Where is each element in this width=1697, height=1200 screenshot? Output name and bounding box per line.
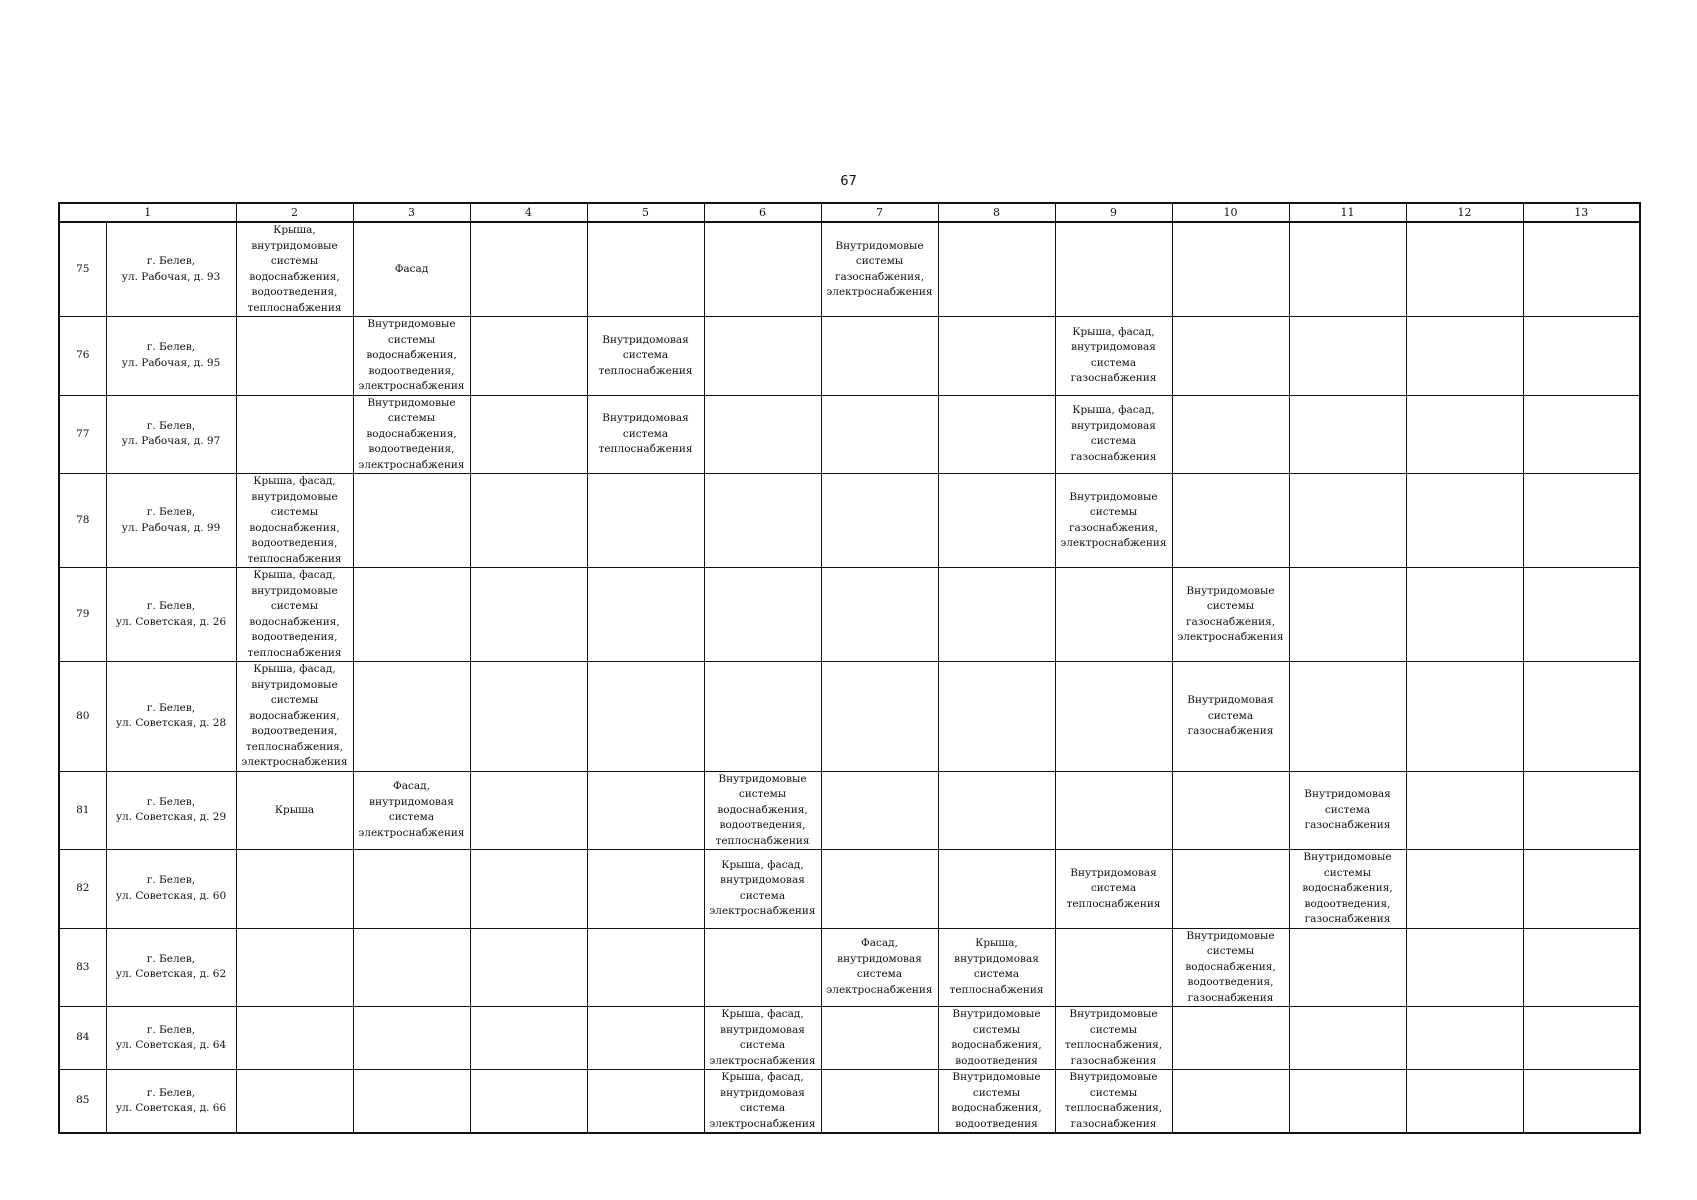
- work-cell: [1289, 474, 1406, 568]
- row-number-cell: 76: [59, 317, 106, 396]
- work-cell: [1289, 1007, 1406, 1070]
- row-number-cell: 81: [59, 771, 106, 850]
- row-number-cell: 79: [59, 568, 106, 662]
- work-cell: Внутридомовые системы газоснабжения, электроснабжения: [821, 222, 938, 317]
- work-cell: [1172, 1070, 1289, 1134]
- work-cell: Крыша: [236, 771, 353, 850]
- work-cell: [1406, 568, 1523, 662]
- row-number-cell: 78: [59, 474, 106, 568]
- work-cell: [587, 222, 704, 317]
- row-number-cell: 85: [59, 1070, 106, 1134]
- work-cell: [1289, 568, 1406, 662]
- work-cell: [470, 568, 587, 662]
- work-cell: [1523, 395, 1640, 474]
- work-cell: [1523, 771, 1640, 850]
- work-cell: [821, 850, 938, 929]
- column-number-header: 1: [59, 203, 236, 222]
- work-cell: [704, 222, 821, 317]
- address-cell: г. Белев, ул. Советская, д. 29: [106, 771, 236, 850]
- work-cell: Внутридомовая система теплоснабжения: [587, 317, 704, 396]
- work-cell: Внутридомовые системы водоснабжения, водоотведения, теплоснабжения: [704, 771, 821, 850]
- work-cell: [1406, 474, 1523, 568]
- work-cell: [1406, 771, 1523, 850]
- work-cell: [1406, 662, 1523, 772]
- work-cell: Внутридомовые системы водоснабжения, водоотведения, газоснабжения: [1172, 928, 1289, 1007]
- work-cell: [1523, 928, 1640, 1007]
- work-cell: [1289, 222, 1406, 317]
- address-cell: г. Белев, ул. Советская, д. 66: [106, 1070, 236, 1134]
- work-cell: [236, 317, 353, 396]
- work-cell: [587, 928, 704, 1007]
- column-number-header: 3: [353, 203, 470, 222]
- work-cell: [1406, 1007, 1523, 1070]
- work-cell: [470, 317, 587, 396]
- work-cell: [938, 568, 1055, 662]
- work-cell: [353, 568, 470, 662]
- work-cell: [353, 662, 470, 772]
- work-cell: [1289, 662, 1406, 772]
- work-cell: Внутридомовые системы водоснабжения, водоотведения, электроснабжения: [353, 395, 470, 474]
- work-cell: Крыша, внутридомовая система теплоснабжения: [938, 928, 1055, 1007]
- work-cell: [1055, 222, 1172, 317]
- work-cell: [353, 1007, 470, 1070]
- row-number-cell: 83: [59, 928, 106, 1007]
- work-cell: [587, 771, 704, 850]
- work-cell: [938, 395, 1055, 474]
- work-cell: Фасад: [353, 222, 470, 317]
- work-cell: [821, 1070, 938, 1134]
- work-cell: [704, 662, 821, 772]
- work-cell: [1289, 928, 1406, 1007]
- table-row: [59, 474, 1640, 568]
- work-cell: [353, 1070, 470, 1134]
- work-cell: [470, 771, 587, 850]
- work-cell: [470, 662, 587, 772]
- column-number-header: 11: [1289, 203, 1406, 222]
- table-row: [59, 662, 1640, 772]
- work-cell: [1523, 317, 1640, 396]
- work-cell: [353, 850, 470, 929]
- work-cell: [1055, 662, 1172, 772]
- work-cell: [1172, 850, 1289, 929]
- work-cell: [821, 568, 938, 662]
- work-cell: Внутридомовые системы теплоснабжения, газоснабжения: [1055, 1070, 1172, 1134]
- column-number-header: 9: [1055, 203, 1172, 222]
- work-cell: [1172, 474, 1289, 568]
- work-cell: Внутридомовые системы водоснабжения, водоотведения: [938, 1007, 1055, 1070]
- work-cell: [821, 317, 938, 396]
- column-number-header: 2: [236, 203, 353, 222]
- repair-schedule-table: [58, 202, 1641, 1134]
- work-cell: [1172, 771, 1289, 850]
- work-cell: [1523, 222, 1640, 317]
- work-cell: Внутридомовые системы водоснабжения, водоотведения, газоснабжения: [1289, 850, 1406, 929]
- work-cell: Крыша, внутридомовые системы водоснабжения, водоотведения, теплоснабжения: [236, 222, 353, 317]
- work-cell: Крыша, фасад, внутридомовая система электроснабжения: [704, 1007, 821, 1070]
- work-cell: [1523, 1007, 1640, 1070]
- column-number-header: 12: [1406, 203, 1523, 222]
- work-cell: [704, 317, 821, 396]
- address-cell: г. Белев, ул. Советская, д. 28: [106, 662, 236, 772]
- row-number-cell: 75: [59, 222, 106, 317]
- work-cell: [587, 474, 704, 568]
- work-cell: [470, 928, 587, 1007]
- work-cell: [1172, 222, 1289, 317]
- work-cell: [1172, 317, 1289, 396]
- column-number-header: 6: [704, 203, 821, 222]
- table-row: [59, 317, 1640, 396]
- row-number-cell: 82: [59, 850, 106, 929]
- work-cell: [587, 850, 704, 929]
- work-cell: [821, 662, 938, 772]
- work-cell: Фасад, внутридомовая система электроснабжения: [821, 928, 938, 1007]
- address-cell: г. Белев, ул. Рабочая, д. 99: [106, 474, 236, 568]
- table-row: [59, 395, 1640, 474]
- work-cell: [821, 395, 938, 474]
- address-cell: г. Белев, ул. Рабочая, д. 93: [106, 222, 236, 317]
- address-cell: г. Белев, ул. Рабочая, д. 95: [106, 317, 236, 396]
- column-number-header: 10: [1172, 203, 1289, 222]
- work-cell: [236, 928, 353, 1007]
- row-number-cell: 80: [59, 662, 106, 772]
- work-cell: Внутридомовые системы водоснабжения, водоотведения, электроснабжения: [353, 317, 470, 396]
- work-cell: Крыша, фасад, внутридомовые системы водоснабжения, водоотведения, теплоснабжения: [236, 568, 353, 662]
- table-body: [59, 203, 1640, 1133]
- work-cell: [1172, 395, 1289, 474]
- work-cell: Внутридомовые системы теплоснабжения, газоснабжения: [1055, 1007, 1172, 1070]
- work-cell: [1289, 1070, 1406, 1134]
- work-cell: Внутридомовая система газоснабжения: [1289, 771, 1406, 850]
- address-cell: г. Белев, ул. Советская, д. 26: [106, 568, 236, 662]
- page-number: 67: [840, 174, 857, 189]
- work-cell: Внутридомовые системы газоснабжения, электроснабжения: [1055, 474, 1172, 568]
- work-cell: [1055, 928, 1172, 1007]
- work-cell: [236, 1070, 353, 1134]
- work-cell: Внутридомовые системы газоснабжения, электроснабжения: [1172, 568, 1289, 662]
- work-cell: Внутридомовая система теплоснабжения: [587, 395, 704, 474]
- work-cell: [236, 850, 353, 929]
- work-cell: Крыша, фасад, внутридомовая система электроснабжения: [704, 850, 821, 929]
- address-cell: г. Белев, ул. Советская, д. 62: [106, 928, 236, 1007]
- work-cell: [938, 474, 1055, 568]
- work-cell: [470, 222, 587, 317]
- work-cell: Внутридомовые системы водоснабжения, водоотведения: [938, 1070, 1055, 1134]
- work-cell: [821, 474, 938, 568]
- work-cell: Крыша, фасад, внутридомовая система газоснабжения: [1055, 395, 1172, 474]
- work-cell: [1523, 662, 1640, 772]
- work-cell: [587, 1007, 704, 1070]
- work-cell: [704, 395, 821, 474]
- work-cell: [1055, 771, 1172, 850]
- work-cell: [587, 662, 704, 772]
- work-cell: [470, 395, 587, 474]
- work-cell: [470, 1070, 587, 1134]
- work-cell: [1523, 850, 1640, 929]
- work-cell: [1523, 568, 1640, 662]
- work-cell: Внутридомовая система теплоснабжения: [1055, 850, 1172, 929]
- work-cell: [236, 1007, 353, 1070]
- work-cell: [938, 317, 1055, 396]
- work-cell: [1523, 474, 1640, 568]
- work-cell: [704, 928, 821, 1007]
- work-cell: [938, 850, 1055, 929]
- work-cell: Фасад, внутридомовая система электроснабжения: [353, 771, 470, 850]
- work-cell: [1406, 317, 1523, 396]
- work-cell: [1406, 395, 1523, 474]
- table-row: [59, 928, 1640, 1007]
- work-cell: [1172, 1007, 1289, 1070]
- table-row: [59, 568, 1640, 662]
- row-number-cell: 84: [59, 1007, 106, 1070]
- work-cell: [353, 474, 470, 568]
- work-cell: [1406, 850, 1523, 929]
- column-number-header: 8: [938, 203, 1055, 222]
- work-cell: [587, 568, 704, 662]
- work-cell: [1055, 568, 1172, 662]
- work-cell: [938, 662, 1055, 772]
- work-cell: [587, 1070, 704, 1134]
- column-number-header: 7: [821, 203, 938, 222]
- work-cell: [1406, 222, 1523, 317]
- work-cell: [470, 850, 587, 929]
- work-cell: [1289, 317, 1406, 396]
- work-cell: [1523, 1070, 1640, 1134]
- work-cell: [236, 395, 353, 474]
- work-cell: [1406, 1070, 1523, 1134]
- work-cell: [1406, 928, 1523, 1007]
- work-cell: [1289, 395, 1406, 474]
- work-cell: [821, 771, 938, 850]
- work-cell: [470, 474, 587, 568]
- work-cell: Крыша, фасад, внутридомовая система газоснабжения: [1055, 317, 1172, 396]
- work-cell: [704, 474, 821, 568]
- work-cell: Крыша, фасад, внутридомовая система электроснабжения: [704, 1070, 821, 1134]
- work-cell: Внутридомовая система газоснабжения: [1172, 662, 1289, 772]
- work-cell: Крыша, фасад, внутридомовые системы водоснабжения, водоотведения, теплоснабжения: [236, 474, 353, 568]
- header-row: [59, 203, 1640, 222]
- work-cell: Крыша, фасад, внутридомовые системы водоснабжения, водоотведения, теплоснабжения, электроснабжения: [236, 662, 353, 772]
- address-cell: г. Белев, ул. Советская, д. 64: [106, 1007, 236, 1070]
- table-row: [59, 1070, 1640, 1134]
- address-cell: г. Белев, ул. Советская, д. 60: [106, 850, 236, 929]
- address-cell: г. Белев, ул. Рабочая, д. 97: [106, 395, 236, 474]
- work-cell: [938, 222, 1055, 317]
- table-row: [59, 1007, 1640, 1070]
- column-number-header: 5: [587, 203, 704, 222]
- table-row: [59, 222, 1640, 317]
- table-row: [59, 771, 1640, 850]
- work-cell: [821, 1007, 938, 1070]
- work-cell: [353, 928, 470, 1007]
- row-number-cell: 77: [59, 395, 106, 474]
- column-number-header: 13: [1523, 203, 1640, 222]
- work-cell: [470, 1007, 587, 1070]
- column-number-header: 4: [470, 203, 587, 222]
- work-cell: [938, 771, 1055, 850]
- work-cell: [704, 568, 821, 662]
- table-row: [59, 850, 1640, 929]
